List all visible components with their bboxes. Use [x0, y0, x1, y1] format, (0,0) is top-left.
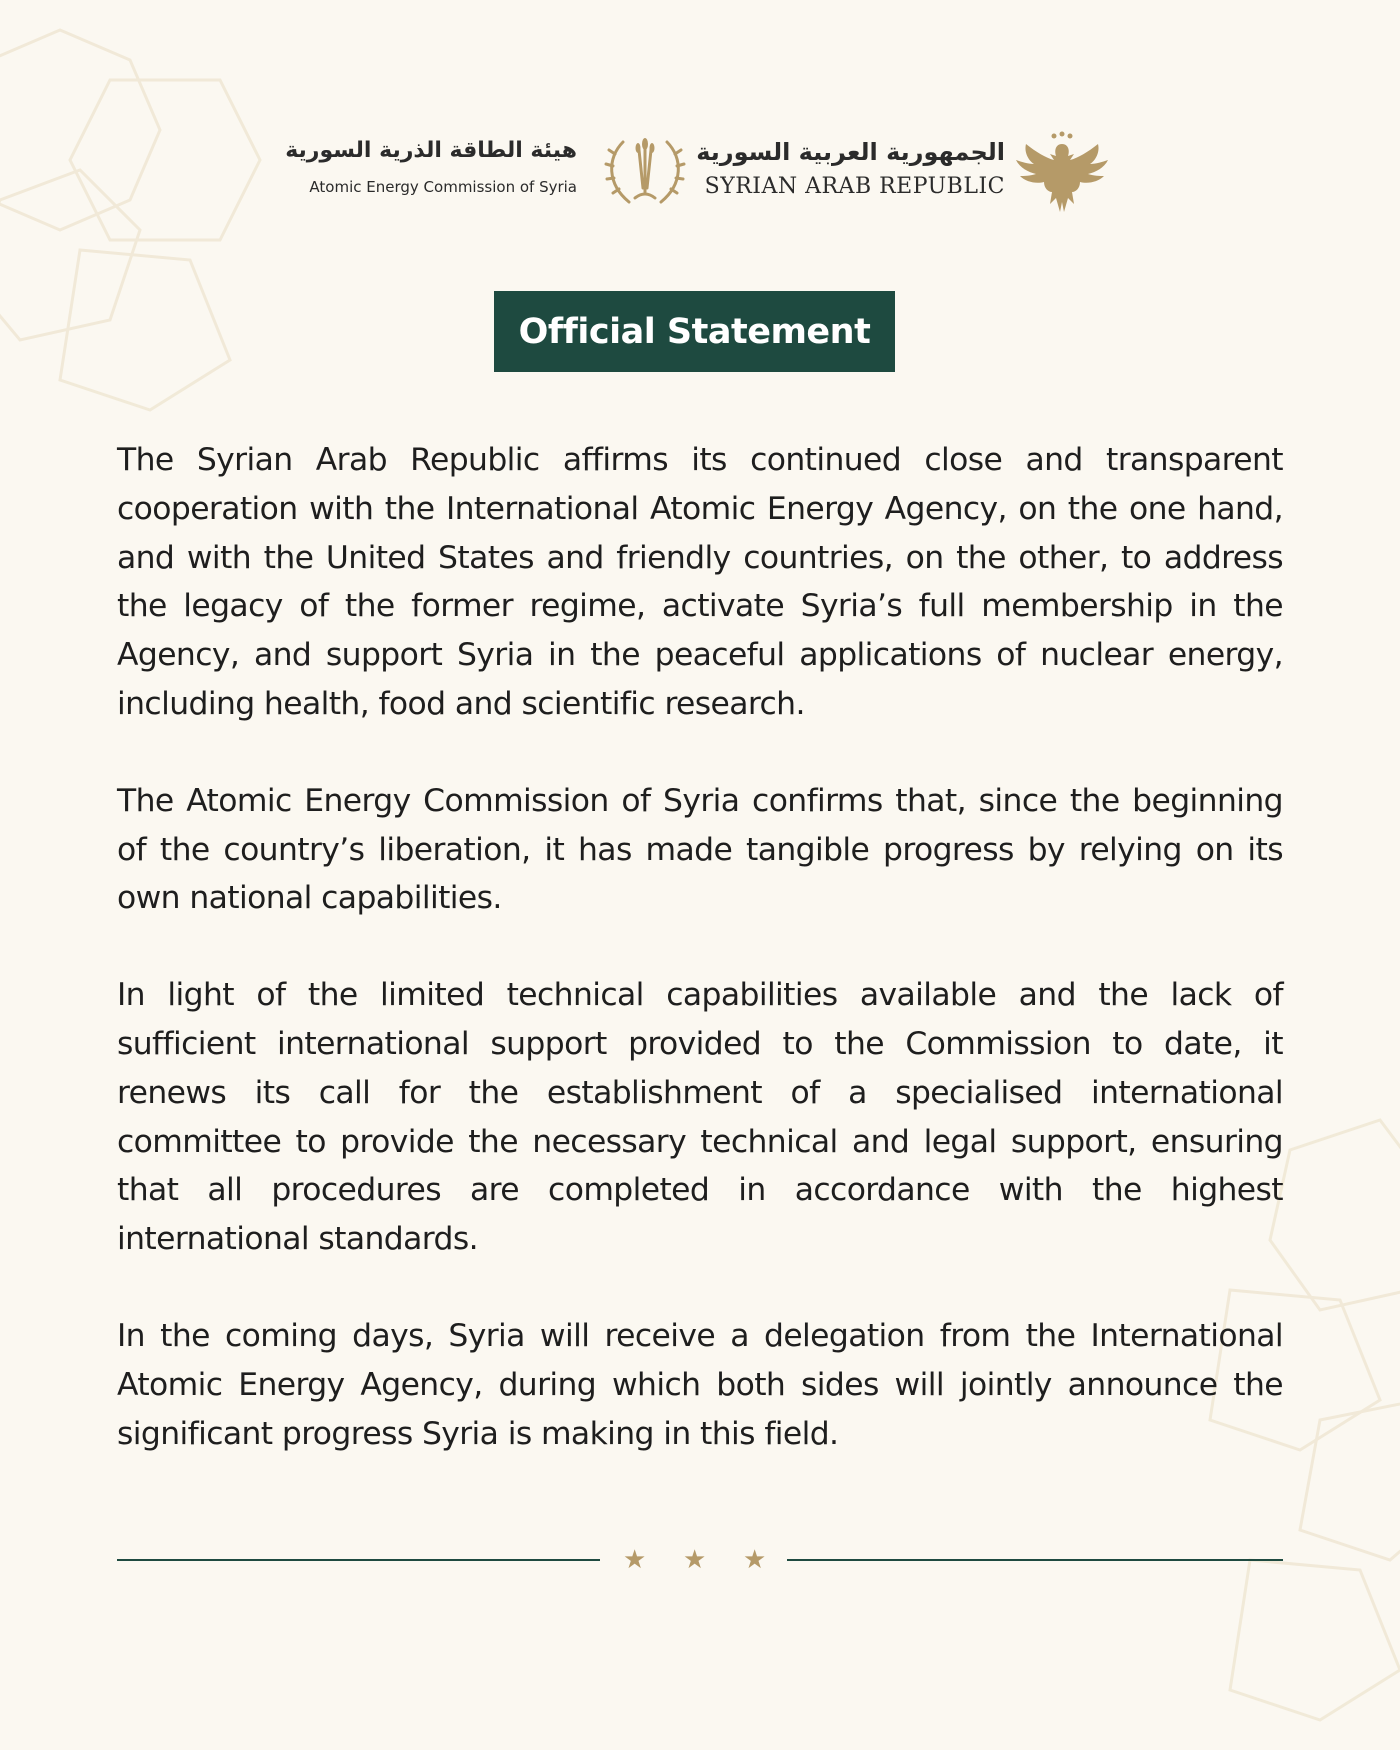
divider-line-right — [787, 1559, 1283, 1561]
footer-divider — [117, 1545, 1283, 1575]
sar-english-name: SYRIAN ARAB REPUBLIC — [704, 174, 1005, 199]
paragraph-2: The Atomic Energy Commission of Syria confirms that, since the beginning of the country’s liberation, it has made tangible progress by relying on its own national capabilities. — [117, 782, 1283, 917]
aec-logo — [285, 132, 695, 212]
aec-arabic-name: هيئة الطاقة الذرية السورية — [285, 138, 577, 163]
statement-body — [117, 436, 1283, 1506]
star-icon: ★ — [623, 1545, 647, 1575]
paragraph-1: The Syrian Arab Republic affirms its continued close and transparent cooperation with the International Atomic Energy Agency, on the one hand, and with the United States and friendly countries, on the other, to address the legacy of the former regime, activate Syria’s full membership in the Agency, and support Syria in the peaceful applications of nuclear energy, including health, food and scientific research. — [117, 442, 1283, 722]
divider-line-left — [117, 1559, 600, 1561]
wheat-wreath-icon — [595, 132, 695, 212]
paragraph-4: In the coming days, Syria will receive a delegation from the International Atomic Energy Agency, during which both sides will jointly announce the significant progress Syria is making in this field. — [117, 1317, 1283, 1452]
star-icon: ★ — [683, 1545, 707, 1575]
aec-english-name: Atomic Energy Commission of Syria — [309, 178, 577, 196]
sar-arabic-name: الجمهورية العربية السورية — [696, 138, 1005, 166]
page-title: Official Statement — [518, 311, 871, 352]
star-icon: ★ — [743, 1545, 767, 1575]
eagle-icon — [1010, 130, 1115, 215]
syrian-arab-republic-logo — [696, 130, 1115, 215]
title-banner — [494, 291, 895, 372]
paragraph-3: In light of the limited technical capabilities available and the lack of sufficient international support provided to the Commission to date, it renews its call for the establishment of a specialised international committee to provide the necessary technical and legal support, ensuring that all procedures are completed in accordance with the highest international standards. — [117, 977, 1283, 1258]
